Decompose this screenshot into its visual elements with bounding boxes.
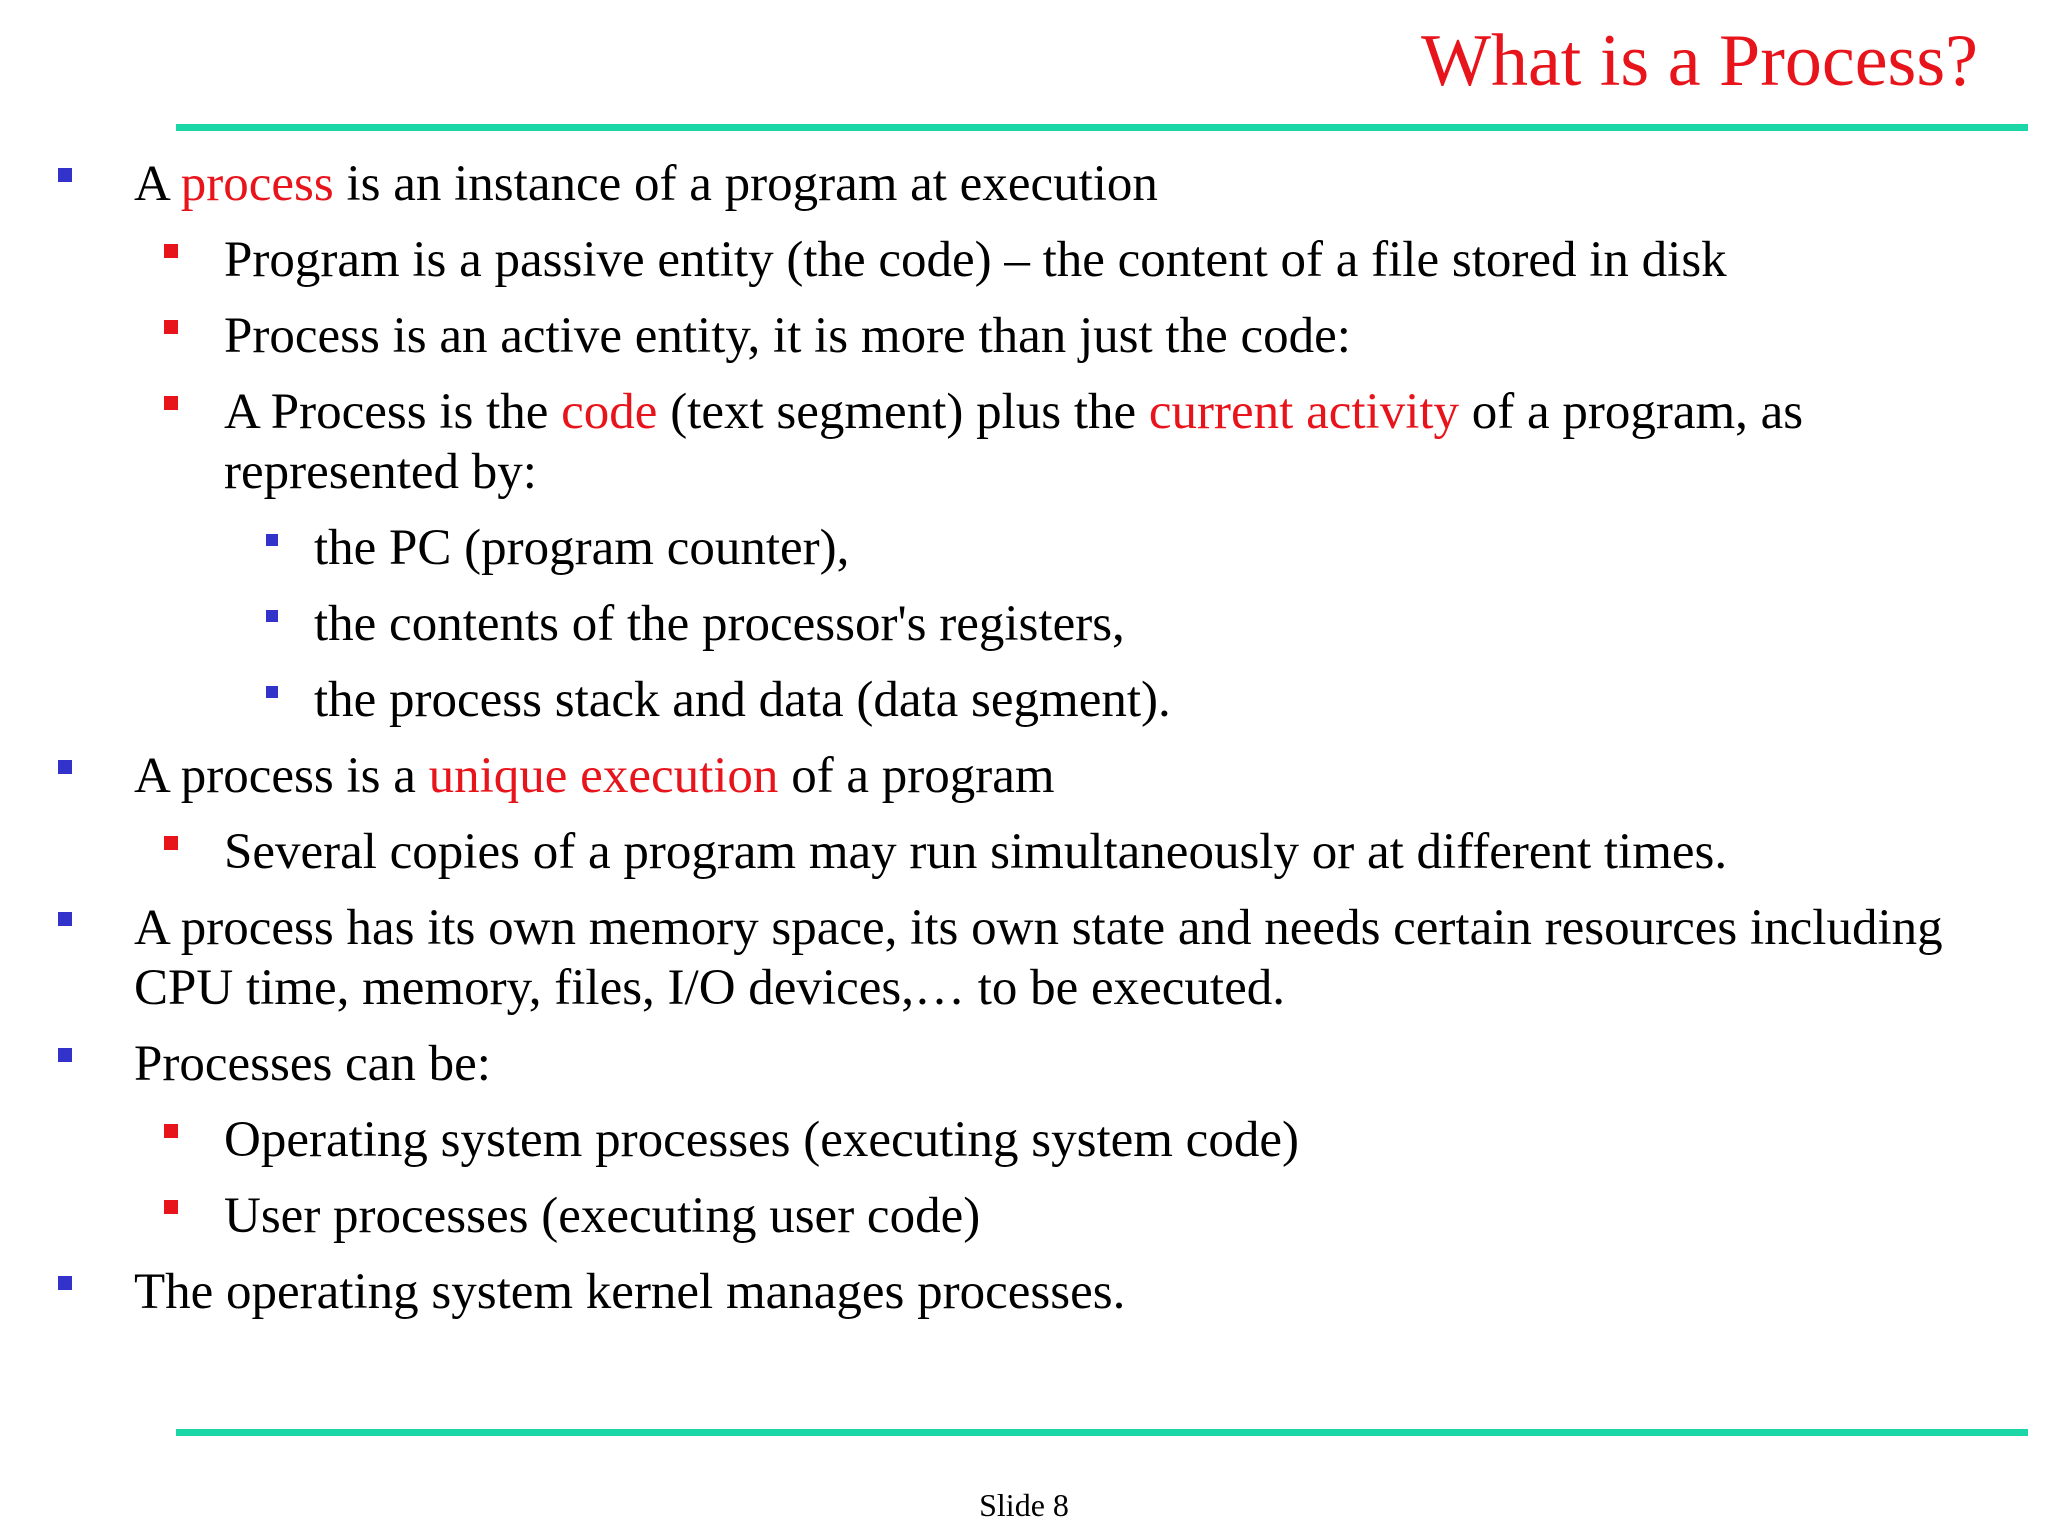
bullet-text [224, 1188, 980, 1244]
text-segment: of a program [778, 748, 1055, 804]
bullet-square-icon [266, 686, 278, 698]
bullet-text [224, 308, 1351, 364]
bullet-square-icon [58, 1276, 72, 1290]
bullet-item-level1 [0, 822, 2048, 882]
text-segment: the process stack and data (data segment). [314, 672, 1171, 728]
bullet-square-icon [266, 534, 278, 546]
bullet-square-icon [164, 320, 178, 334]
highlighted-term: unique execution [428, 748, 779, 804]
bullet-square-icon [58, 1048, 72, 1062]
text-segment: (text segment) plus the [657, 384, 1149, 440]
bullet-text [134, 1036, 491, 1092]
slide-title: What is a Process? [1421, 20, 1978, 102]
highlighted-term: code [561, 384, 658, 440]
bullet-text [134, 748, 1055, 804]
text-segment: A process is a [134, 748, 429, 804]
bullet-square-icon [58, 760, 72, 774]
text-segment: The operating system kernel manages processes. [134, 1264, 1126, 1320]
bottom-divider [176, 1429, 2028, 1436]
text-segment: Several copies of a program may run simultaneously or at different times. [224, 824, 1728, 880]
bullet-text [134, 1264, 1125, 1320]
text-segment: of a program, as represented by: [224, 384, 1804, 500]
top-divider [176, 124, 2028, 131]
bullet-square-icon [58, 168, 72, 182]
bullet-text [134, 156, 1158, 212]
bullet-item-level1 [0, 1186, 2048, 1246]
text-segment: A Process is the [224, 384, 562, 440]
bullet-item-level0 [0, 1034, 2048, 1094]
bullet-item-level2 [0, 594, 2048, 654]
bullet-item-level1 [0, 306, 2048, 366]
bullet-item-level0 [0, 1262, 2048, 1322]
bullet-text [314, 596, 1125, 652]
bullet-item-level0 [0, 898, 2048, 1018]
text-segment: Process is an active entity, it is more than just the code: [224, 308, 1351, 364]
bullet-item-level2 [0, 518, 2048, 578]
text-segment: Operating system processes (executing system code) [224, 1112, 1299, 1168]
bullet-square-icon [164, 396, 178, 410]
bullet-item-level2 [0, 670, 2048, 730]
bullet-text [224, 824, 1727, 880]
bullet-item-level0 [0, 746, 2048, 806]
bullet-text [224, 1112, 1299, 1168]
highlighted-term: current activity [1148, 384, 1460, 440]
bullet-item-level1 [0, 230, 2048, 290]
slide-number: Slide 8 [979, 1487, 1069, 1523]
bullet-item-level0 [0, 154, 2048, 214]
text-segment: the contents of the processor's registers, [314, 596, 1125, 652]
text-segment: Program is a passive entity (the code) – the content of a file stored in disk [224, 232, 1727, 288]
bullet-item-level1 [0, 1110, 2048, 1170]
slide-content [0, 154, 2048, 1338]
bullet-square-icon [164, 244, 178, 258]
bullet-square-icon [164, 1200, 178, 1214]
bullet-text [224, 384, 1803, 500]
text-segment: A process has its own memory space, its own state and needs certain resources including CPU time, memory, files, I/O devices,… to be executed. [134, 900, 1943, 1016]
highlighted-term: process [180, 156, 334, 212]
text-segment: User processes (executing user code) [224, 1188, 981, 1244]
bullet-text [134, 900, 1943, 1016]
bullet-square-icon [164, 1124, 178, 1138]
text-segment: the PC (program counter), [314, 520, 850, 576]
bullet-text [314, 520, 849, 576]
text-segment: A [134, 156, 181, 212]
bullet-square-icon [164, 836, 178, 850]
bullet-text [224, 232, 1727, 288]
text-segment: is an instance of a program at execution [333, 156, 1158, 212]
bullet-item-level1 [0, 382, 2048, 502]
bullet-square-icon [58, 912, 72, 926]
bullet-text [314, 672, 1171, 728]
bullet-square-icon [266, 610, 278, 622]
text-segment: Processes can be: [134, 1036, 491, 1092]
